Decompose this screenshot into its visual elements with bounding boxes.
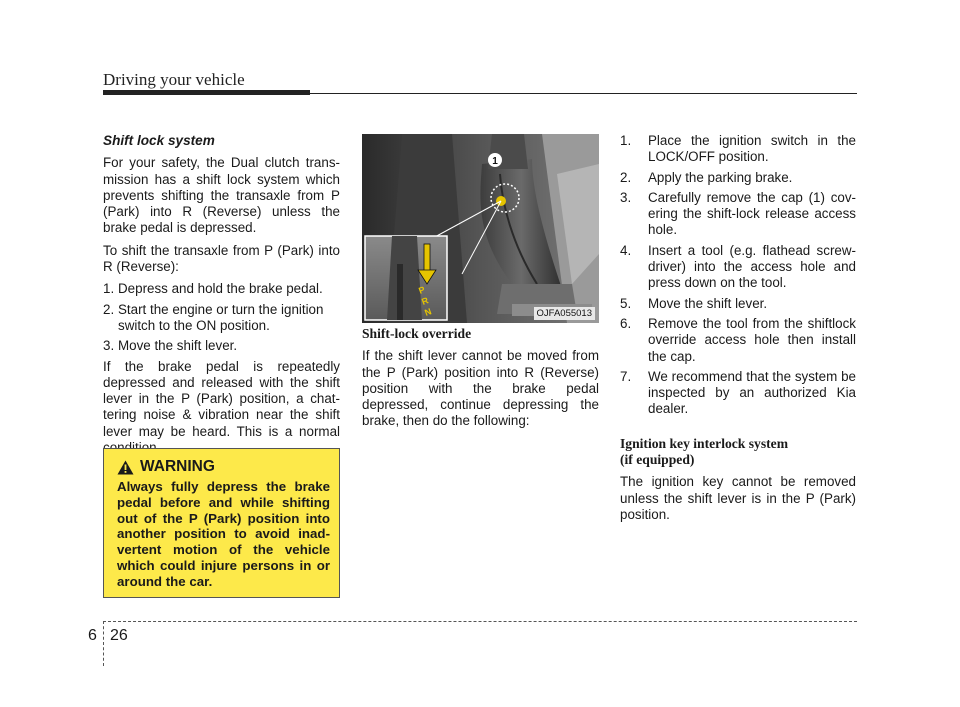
list-item (103, 281, 340, 297)
step-number: 1. (620, 133, 632, 148)
list-item (103, 302, 340, 335)
list-item (620, 133, 856, 166)
step-number: 2. (620, 169, 632, 185)
warning-title: WARNING (140, 458, 215, 475)
interlock-heading: Ignition key interlock system (620, 435, 789, 451)
step-number: 5. (620, 295, 632, 311)
list-item (620, 170, 856, 186)
paragraph: For your safety, the Dual clutch transmission has a shift lock system which prevents shifting the transaxle from P (Park) into R (Reverse) unless the brake pedal is depressed. (103, 155, 340, 236)
footer-rule (103, 621, 857, 622)
shift-lock-heading: Shift lock system (103, 133, 215, 148)
step-number: 6. (620, 315, 632, 331)
step-number: 7. (620, 368, 632, 384)
header-rule-thick (103, 90, 310, 95)
interlock-heading-sub: (if equipped) (620, 452, 695, 468)
steps-list (103, 281, 340, 354)
list-item (620, 296, 856, 312)
step-text: Start the engine or turn the ignition switch to the ON position. (118, 301, 324, 333)
step-text: Move the shift lever. (648, 295, 768, 311)
warning-text: Always fully depress the brake pedal before and while shifting out of the P (Park) position into another position to avoid inadvertent motion of the vehicle which could injure persons in or around the car. (117, 479, 330, 589)
step-text: Carefully remove the cap (1) covering the shift-lock release access hole. (648, 189, 856, 238)
step-text: We recommend that the system be inspected by an authorized Kia dealer. (648, 368, 856, 417)
step-text: Move the shift lever. (118, 338, 238, 354)
paragraph: If the brake pedal is repeatedly depressed and released with the shift lever in the P (Park) position, a chattering noise & vibration near the shift lever may be heard. This is a normal (103, 358, 340, 439)
shift-lever-illustration (362, 134, 599, 323)
list-item (103, 338, 340, 354)
override-heading: Shift-lock override (362, 326, 472, 341)
paragraph: To shift the transaxle from P (Park) into R (Reverse): (103, 242, 340, 275)
step-number: 3. (620, 189, 632, 205)
step-number: 4. (620, 242, 632, 258)
gear-letter-n: N (423, 306, 433, 318)
section-header-title: Driving your vehicle (103, 70, 245, 89)
step-number: 2. (103, 301, 115, 317)
warning-box (103, 448, 340, 598)
step-text: Place the ignition switch in the LOCK/OFF position. (648, 133, 856, 165)
chapter-number: 6 (88, 627, 97, 644)
paragraph: The ignition key cannot be removed unless the shift lever is in the P (Park) position. (620, 474, 856, 522)
gear-letter-r: R (420, 295, 430, 307)
paragraph: If the shift lever cannot be moved from the P (Park) position into R (Reverse) position with the brake pedal depressed, continue depressing the brake, then do the following: (362, 348, 599, 429)
header-rule-thin (310, 93, 857, 94)
figure-code: OJFA055013 (534, 307, 595, 320)
column-middle (362, 326, 599, 436)
column-left (103, 133, 340, 462)
list-item (620, 316, 856, 365)
gear-letter-p: P (417, 284, 427, 296)
steps-list (620, 133, 856, 418)
list-item (620, 243, 856, 292)
step-number: 1. (103, 281, 115, 297)
step-text: Insert a tool (e.g. flathead screwdriver) into the access hole and press down on the tool. (648, 242, 856, 291)
page-number: 26 (110, 627, 128, 644)
warning-header (117, 458, 330, 476)
callout-number: 1 (492, 156, 498, 167)
list-item (620, 190, 856, 239)
step-number: 3. (103, 338, 115, 354)
warning-triangle-icon (117, 460, 134, 475)
footer-divider (103, 621, 104, 666)
shift-lever-figure (362, 134, 599, 323)
step-text: Depress and hold the brake pedal. (118, 281, 323, 297)
step-text: Remove the tool from the shiftlock override access hole then install the cap. (648, 315, 856, 364)
step-text: Apply the parking brake. (648, 169, 793, 185)
column-right (620, 133, 856, 529)
list-item (620, 369, 856, 418)
